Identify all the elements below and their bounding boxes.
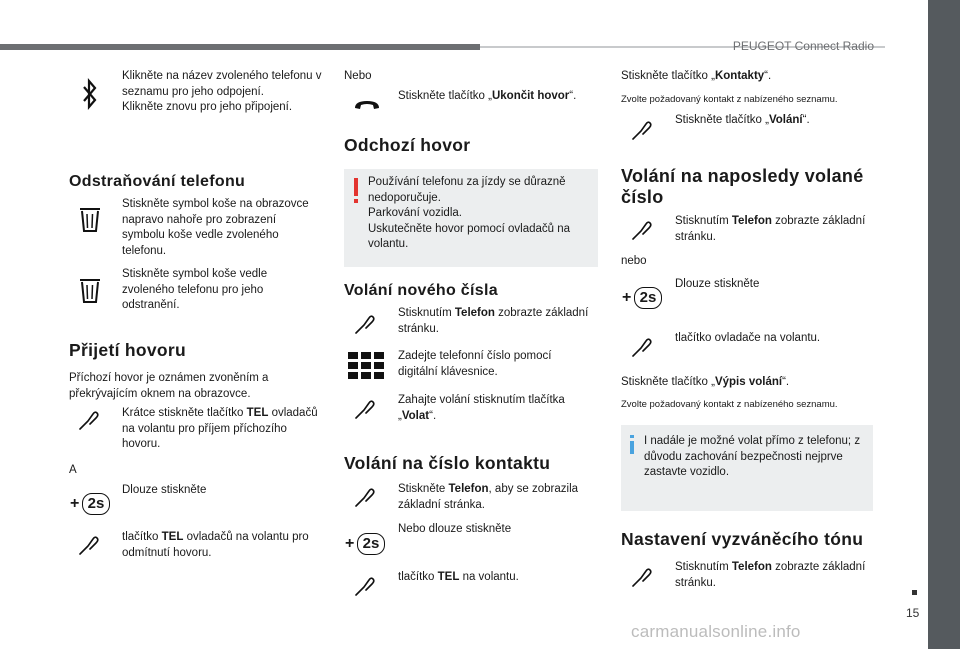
end-call-step <box>398 89 593 105</box>
hang-up-icon <box>353 98 381 112</box>
info-box <box>621 425 873 511</box>
page-marker <box>912 590 917 595</box>
receive-step1 <box>122 406 322 453</box>
ringtone-heading: Nastavení vyzváněcího tónu <box>621 529 864 549</box>
choose-contact-text: Zvolte požadovaný kontakt z nabízeného seznamu. <box>621 399 838 410</box>
side-strip <box>928 0 960 649</box>
bluetooth-text-line1: Klikněte na název zvoleného telefonu v seznamu pro jeho odpojení. <box>122 70 322 98</box>
new-number-step3 <box>398 393 593 424</box>
warning-text <box>368 175 588 253</box>
long-press-2s-icon: + 2s <box>622 287 662 311</box>
2s-badge: 2s <box>357 533 385 555</box>
trash-icon <box>79 278 101 304</box>
call-step <box>675 113 875 129</box>
new-number-step1-post: zobrazte základní stránku. <box>398 307 589 335</box>
new-number-step3-post: “. <box>429 409 437 422</box>
trash-icon <box>79 207 101 233</box>
long-press-label: Dlouze stiskněte <box>122 484 207 496</box>
call-list-label: Výpis volání <box>714 376 783 388</box>
finger-tap-icon <box>354 486 376 508</box>
warning-line2: Parkování vozidla. <box>368 207 462 220</box>
finger-tap-icon <box>78 534 100 556</box>
contacts-label: Kontakty <box>714 70 765 82</box>
contacts-post: “. <box>764 70 772 82</box>
warning-line1: Používání telefonu za jízdy se důrazně nedoporučuje. <box>368 176 566 204</box>
new-number-step1 <box>398 306 593 337</box>
warning-icon <box>354 178 358 196</box>
reject-step-post: ovladačů na volantu pro odmítnutí hovoru. <box>122 531 309 559</box>
contacts-step <box>621 69 876 85</box>
last-step1-post: zobrazte základní stránku. <box>675 215 866 243</box>
new-number-step3-pre: Zahajte volání stisknutím tlačítka „ <box>398 394 565 422</box>
last-number-heading-line2: číslo <box>621 187 664 207</box>
telefon-label: Telefon <box>448 483 489 495</box>
keypad-icon <box>348 352 384 380</box>
ringtone-step1 <box>675 560 875 591</box>
contact-call-heading: Volání na číslo kontaktu <box>344 453 551 473</box>
bluetooth-icon <box>82 78 98 110</box>
call-list-pre: Stiskněte tlačítko „ <box>621 376 715 388</box>
header-title: PEUGEOT Connect Radio <box>732 39 874 53</box>
ringtone-step1-pre: Stisknutím <box>675 561 732 573</box>
finger-tap-icon <box>354 575 376 597</box>
contact-step1 <box>398 482 593 513</box>
warning-icon-dot <box>354 199 358 203</box>
new-number-heading: Volání nového čísla <box>344 282 498 299</box>
wheel-button-text: tlačítko ovladače na volantu. <box>675 332 821 344</box>
page-number: 15 <box>906 606 920 620</box>
reject-step <box>122 530 322 561</box>
warning-box <box>344 169 598 267</box>
receive-call-heading: Přijetí hovoru <box>69 340 186 360</box>
call-label: Volat <box>401 409 430 422</box>
remove-step2: Stiskněte symbol koše vedle zvoleného telefonu pro jeho odstranění. <box>122 268 268 312</box>
new-number-step1-pre: Stisknutím <box>398 307 455 319</box>
receive-intro: Příchozí hovor je oznámen zvoněním a překrývajícím oknem na obrazovce. <box>69 372 269 400</box>
finger-tap-icon <box>354 398 376 420</box>
or-label: nebo <box>621 255 647 267</box>
remove-phone-heading: Odstraňování telefonu <box>69 173 246 190</box>
last-number-heading <box>621 166 881 208</box>
2s-badge: 2s <box>634 287 662 309</box>
or-label: Nebo <box>344 70 372 82</box>
last-number-heading-line1: Volání na naposledy volané <box>621 166 864 186</box>
info-text: I nadále je možné volat přímo z telefonu; z důvodu zachování bezpečnosti nejprve zastavte vozidlo. <box>644 435 861 479</box>
ringtone-step1-post: zobrazte základní stránku. <box>675 561 866 589</box>
contact-step3-post: na volantu. <box>459 571 519 583</box>
tel-label: TEL <box>246 407 269 419</box>
reject-step-pre: tlačítko <box>122 531 162 543</box>
long-press-2s-icon: + 2s <box>70 493 110 517</box>
watermark: carmanualsonline.info <box>631 622 801 641</box>
receive-step1-pre: Krátce stiskněte tlačítko <box>122 407 247 419</box>
call-list-post: “. <box>782 376 790 388</box>
finger-tap-icon <box>631 336 653 358</box>
last-step1 <box>675 214 875 245</box>
finger-tap-icon <box>631 219 653 241</box>
receive-step1-post: ovladačů na volantu pro příjem příchozího hovoru. <box>122 407 318 451</box>
finger-tap-icon <box>631 119 653 141</box>
long-press-label: Dlouze stiskněte <box>675 278 760 290</box>
end-call-post: “. <box>569 90 577 102</box>
bluetooth-text <box>122 69 322 116</box>
contact-step1-pre: Stiskněte <box>398 483 449 495</box>
new-number-step2: Zadejte telefonní číslo pomocí digitální klávesnice. <box>398 350 552 378</box>
telefon-label: Telefon <box>731 561 772 573</box>
or-a-label: A <box>69 464 77 476</box>
call-step-post: “. <box>802 114 810 126</box>
contact-step3-pre: tlačítko <box>398 571 438 583</box>
contact-step1-post: , aby se zobrazila základní stránka. <box>398 483 579 511</box>
info-icon-dot <box>630 435 634 438</box>
contact-step3 <box>398 570 593 586</box>
finger-tap-icon <box>78 409 100 431</box>
contacts-pre: Stiskněte tlačítko „ <box>621 70 715 82</box>
end-call-pre: Stiskněte tlačítko „ <box>398 90 492 102</box>
long-press-2s-icon: + 2s <box>345 533 385 557</box>
contact-step2: Nebo dlouze stiskněte <box>398 523 512 535</box>
telefon-label: Telefon <box>454 307 495 319</box>
last-step1-pre: Stisknutím <box>675 215 732 227</box>
end-call-label: Ukončit hovor <box>491 90 570 102</box>
telefon-label: Telefon <box>731 215 772 227</box>
info-icon <box>630 441 634 454</box>
remove-step1: Stiskněte symbol koše na obrazovce napravo nahoře pro zobrazení symbolu koše vedle zvoleného telefonu. <box>122 198 309 257</box>
finger-tap-icon <box>354 313 376 335</box>
warning-line3: Uskutečněte hovor pomocí ovladačů na volantu. <box>368 222 571 251</box>
call-step-pre: Stiskněte tlačítko „ <box>675 114 769 126</box>
2s-badge: 2s <box>82 493 110 515</box>
choose-contact-text: Zvolte požadovaný kontakt z nabízeného seznamu. <box>621 94 838 105</box>
bluetooth-text-line2: Klikněte znovu pro jeho připojení. <box>122 101 293 114</box>
call-list-step <box>621 375 876 391</box>
finger-tap-icon <box>631 566 653 588</box>
outgoing-call-heading: Odchozí hovor <box>344 135 471 155</box>
header-bar <box>0 44 480 50</box>
call-label: Volání <box>768 114 803 126</box>
tel-label: TEL <box>437 571 460 583</box>
tel-label: TEL <box>161 531 184 543</box>
